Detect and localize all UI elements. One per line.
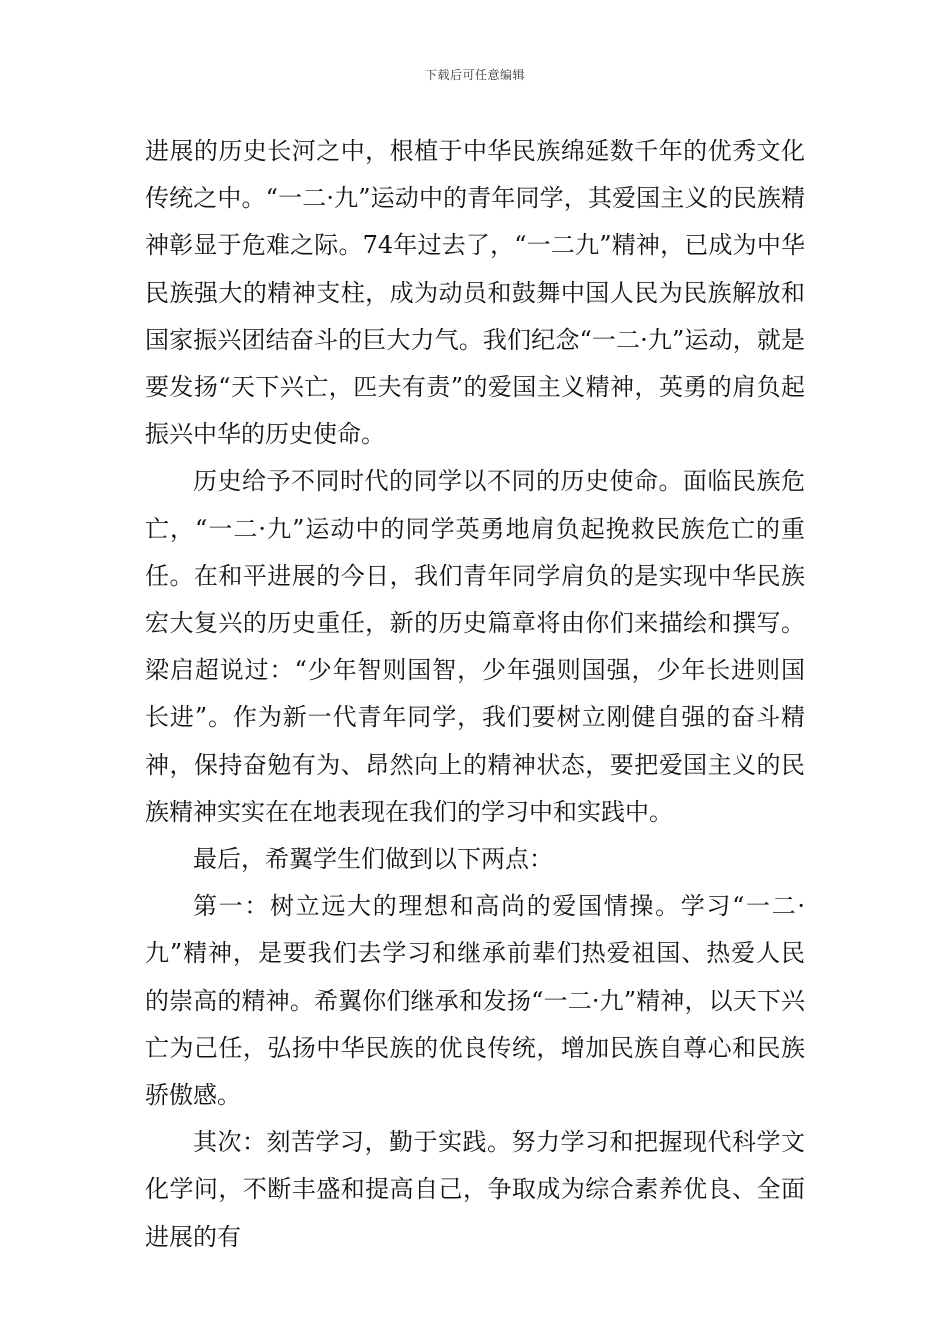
document-body — [145, 128, 805, 1261]
paragraph-4: 第一：树立远大的理想和高尚的爱国情操。学习“一二·九”精神，是要我们去学习和继承前辈们热爱祖国、热爱人民的崇高的精神。希翼你们继承和发扬“一二·九”精神，以天下兴亡为己任，弘扬中华民族的优良传统，增加民族自尊心和民族骄傲感。 — [145, 892, 805, 1110]
paragraph-2: 历史给予不同时代的同学以不同的历史使命。面临民族危亡，“一二·九”运动中的同学英勇地肩负起挽救民族危亡的重任。在和平进展的今日，我们青年同学肩负的是实现中华民族宏大复兴的历史重任，新的历史篇章将由你们来描绘和撰写。梁启超说过：“少年智则国智，少年强则国强，少年长进则国长进”。作为新一代青年同学，我们要树立刚健自强的奋斗精神，保持奋勉有为、昂然向上的精神状态，要把爱国主义的民族精神实实在在地表现在我们的学习中和实践中。 — [145, 467, 805, 826]
paragraph-3: 最后，希翼学生们做到以下两点： — [193, 845, 553, 874]
paragraph-1: 进展的历史长河之中，根植于中华民族绵延数千年的优秀文化传统之中。“一二·九”运动中的青年同学，其爱国主义的民族精神彰显于危难之际。74年过去了，“一二九”精神，已成为中华民族强大的精神支柱，成为动员和鼓舞中国人民为民族解放和国家振兴团结奋斗的巨大力气。我们纪念“一二·九”运动，就是要发扬“天下兴亡，匹夫有责”的爱国主义精神，英勇的肩负起振兴中华的历史使命。 — [145, 137, 805, 449]
paragraph-5: 其次：刻苦学习，勤于实践。努力学习和把握现代科学文化学问，不断丰盛和提高自己，争取成为综合素养优良、全面进展的有 — [145, 1128, 805, 1251]
page-header-note: 下载后可任意编辑 — [424, 68, 525, 82]
